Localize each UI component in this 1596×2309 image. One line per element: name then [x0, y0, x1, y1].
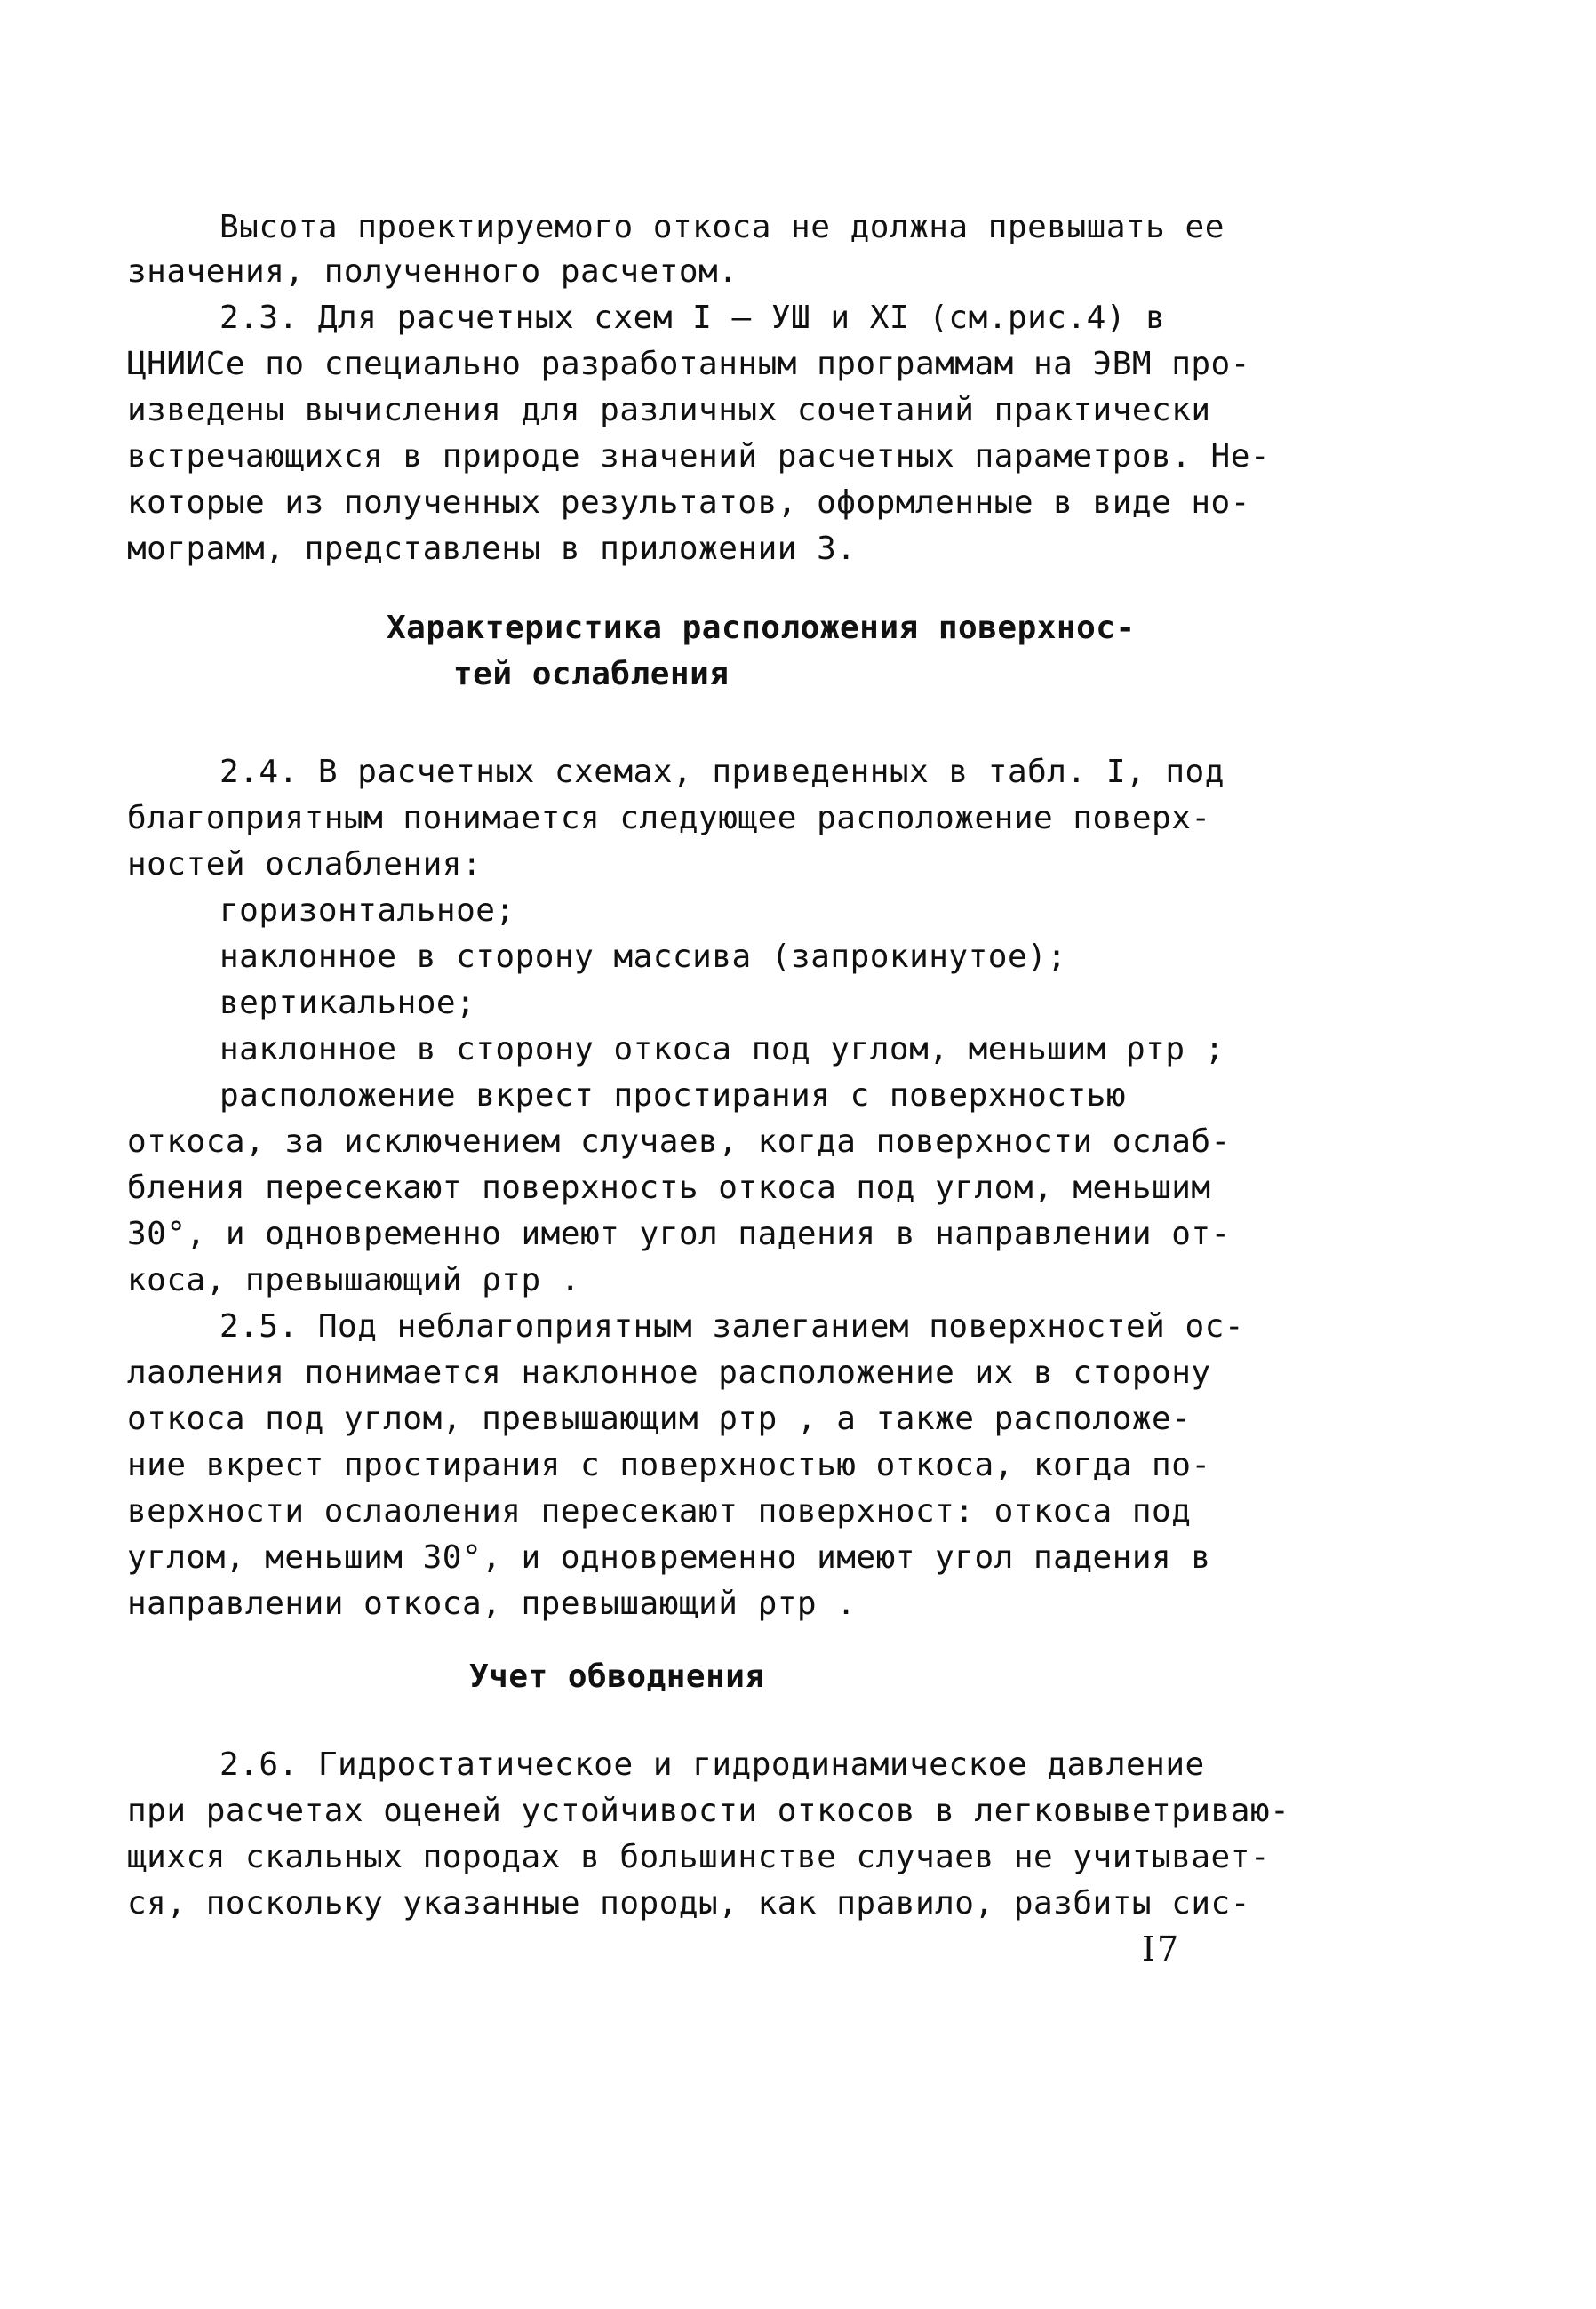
text-line-9: 2.4. В расчетных схемах, приведенных в табл. I, под	[219, 754, 1225, 790]
text-line-5: изведены вычисления для различных сочетаний практически	[127, 392, 1211, 428]
text-line-16: 2.5. Под неблагоприятным залеганием поверхностей ос-	[219, 1308, 1245, 1345]
text-line-24: при расчетах оценей устойчивости откосов в легковыветриваю-	[127, 1793, 1290, 1829]
text-line-11: ностей ослабления:	[127, 846, 483, 883]
text-line-17: лаоления понимается наклонное расположение их в сторону	[127, 1354, 1211, 1391]
text-line-22: направлении откоса, превышающий ρтр .	[127, 1586, 857, 1622]
text-line-18: откоса под углом, превышающим ρтр , а также расположе-	[127, 1401, 1192, 1437]
text-line-23: 2.6. Гидростатическое и гидродинамическое давление	[219, 1746, 1205, 1783]
text-line-19: ние вкрест простирания с поверхностью откоса, когда по-	[127, 1447, 1211, 1483]
text-line-20: верхности ослаоления пересекают поверхност: откоса под	[127, 1493, 1192, 1530]
section-heading-2: Учет обводнения	[469, 1658, 765, 1695]
list-item-inclined-massif: наклонное в сторону массива (запрокинутое);	[219, 939, 1067, 975]
text-line-14: 30°, и одновременно имеют угол падения в направлении от-	[127, 1216, 1231, 1252]
page-number: I7	[1142, 1929, 1181, 1969]
text-line-26: ся, поскольку указанные породы, как правило, разбиты сис-	[127, 1885, 1250, 1922]
text-line-7: которые из полученных результатов, оформленные в виде но-	[127, 484, 1250, 521]
text-line-3: 2.3. Для расчетных схем I – УШ и XI (см.рис.4) в	[219, 300, 1166, 336]
text-line-8: мограмм, представлены в приложении 3.	[127, 531, 857, 567]
text-line-12: откоса, за исключением случаев, когда поверхности ослаб-	[127, 1123, 1231, 1160]
text-line-1: Высота проектируемого откоса не должна превышать ее	[219, 209, 1225, 245]
section-heading-1: Характеристика расположения поверхнос-	[387, 610, 1136, 646]
list-item-horizontal: горизонтальное;	[219, 892, 515, 929]
list-item-vertical: вертикальное;	[219, 985, 476, 1021]
text-line-4: ЦНИИСе по специально разработанным программам на ЭВМ про-	[127, 346, 1250, 382]
text-line-15: коса, превышающий ρтр .	[127, 1262, 580, 1298]
text-line-10: благоприятным понимается следующее расположение поверх-	[127, 800, 1211, 836]
text-line-25: щихся скальных породах в большинстве случаев не учитывает-	[127, 1839, 1271, 1875]
text-line-6: встречающихся в природе значений расчетных параметров. Не-	[127, 438, 1271, 475]
text-line-13: бления пересекают поверхность откоса под углом, меньшим	[127, 1170, 1211, 1206]
list-item-inclined-slope: наклонное в сторону откоса под углом, меньшим ρтр ;	[219, 1031, 1225, 1067]
list-item-cross-strike: расположение вкрест простирания с поверхностью	[219, 1077, 1126, 1114]
text-line-21: углом, меньшим 30°, и одновременно имеют угол падения в	[127, 1539, 1211, 1576]
section-heading-1-continued: тей ослабления	[453, 656, 730, 692]
text-line-2: значения, полученного расчетом.	[127, 253, 738, 290]
